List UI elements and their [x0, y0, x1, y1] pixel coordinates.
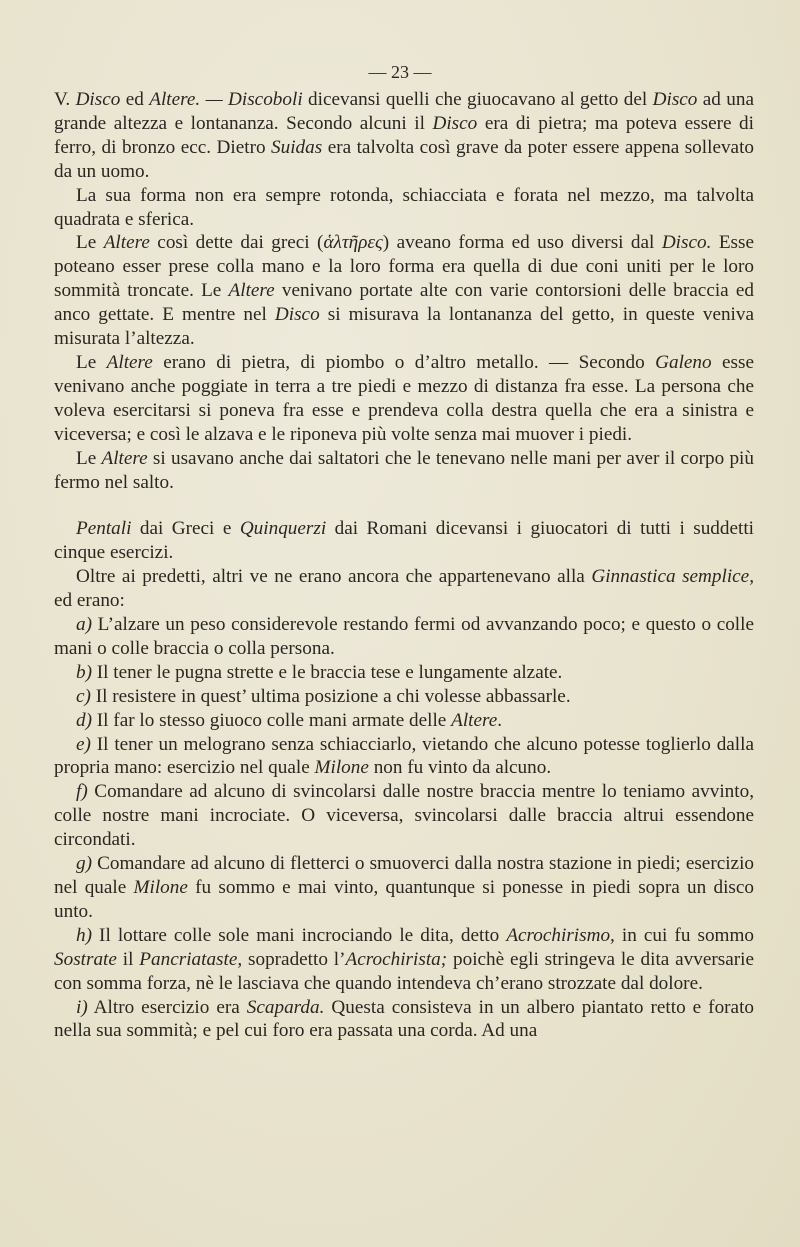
list-marker: e): [76, 733, 91, 755]
paragraph-disco: [54, 88, 754, 184]
text-run: in cui fu sommo: [614, 924, 754, 946]
list-item-c: [54, 685, 754, 709]
text-run-italic: Altere: [228, 280, 275, 302]
text-run: .: [497, 709, 503, 731]
text-run: fu sommo e mai vinto, quantunque si ponesse in piedi sopra un disco unto.: [54, 877, 754, 922]
text-run: ed: [120, 89, 150, 110]
list-item-h: [54, 924, 754, 996]
text-run-italic: Altere: [106, 351, 153, 373]
text-run: Le: [76, 232, 104, 254]
list-marker: g): [76, 853, 92, 875]
text-run-italic: Milone: [133, 877, 188, 898]
text-run-italic: Acrochirismo,: [506, 924, 615, 946]
text-run: venivano portate alte con varie contorsioni delle braccia ed anco gettate. E mentre nel: [54, 280, 754, 326]
text-run-italic: Disco.: [661, 232, 712, 254]
text-run: Comandare ad alcuno di svincolarsi dalle nostre braccia mentre lo teniamo avvinto, colle nostre mani incrociate. O viceversa, svincolarsi dalle braccia altrui essendone circondati.: [54, 781, 754, 851]
list-marker: h): [76, 924, 92, 946]
text-run: Questa consisteva in un albero piantato retto e forato nella sua sommità; e pel cui foro era passata una corda. Ad una: [54, 996, 754, 1042]
list-item-a: [54, 613, 754, 661]
paragraph-pentali: [54, 517, 754, 565]
text-run-italic: Acrochirista;: [345, 948, 448, 970]
list-marker: i): [76, 996, 88, 1018]
text-run-italic: Altere: [101, 447, 148, 469]
text-run-italic: Galeno: [655, 351, 712, 373]
paragraph-ginnastica: [54, 565, 754, 613]
text-run: Oltre ai predetti, altri ve ne erano ancora che appartenevano alla: [76, 566, 592, 588]
text-run: si usavano anche dai saltatori che le tenevano nelle mani per aver il corpo più fermo nel salto.: [54, 447, 754, 493]
text-run: esse venivano anche poggiate in terra a tre piedi e mezzo di distanza fra esse. La persona che voleva esercitarsi si poneva fra esse e prendeva colla destra quella che era a sinistra e viceversa; e così le alzava e le riponeva più volte senza mai muover i piedi.: [54, 351, 754, 445]
list-item-i: [54, 996, 754, 1044]
page-number-container: [0, 62, 800, 90]
text-run-italic: Ginnastica semplice,: [591, 566, 754, 588]
text-run-italic: Scaparda.: [246, 996, 325, 1018]
text-run-italic: Pentali: [76, 518, 132, 540]
text-run-italic: Sostrate: [54, 948, 117, 970]
text-run-italic: Altere: [103, 232, 150, 254]
text-run-italic: Quinquerzi: [239, 518, 327, 540]
text-run-italic: Disco: [652, 89, 698, 110]
text-run: il: [116, 948, 140, 970]
list-item-e: [54, 733, 754, 781]
list-item-b: [54, 661, 754, 685]
text-run: erano di pietra, di piombo o d’altro metallo. — Secondo: [152, 351, 656, 373]
text-run: ad una grande altezza e lontananza. Secondo alcuni il: [54, 89, 754, 134]
text-run: Esse poteano esser prese colla mano e la loro forma era quella di due coni uniti per le loro sommità troncate. Le: [54, 232, 755, 302]
text-run: Le: [76, 447, 102, 469]
text-run: ) aveano forma ed uso diversi dal: [382, 232, 662, 254]
text-run-italic: Disco: [75, 89, 121, 110]
text-run: ed erano:: [54, 590, 125, 612]
text-run: era talvolta così grave da poter essere appena sollevato da un uomo.: [54, 136, 754, 182]
text-run-italic: Disco: [274, 304, 320, 326]
text-run: V.: [54, 89, 76, 110]
paragraph-forma: La sua forma non era sempre rotonda, schiacciata e forata nel mezzo, ma talvolta quadrata e sferica.: [54, 184, 754, 230]
text-run: era di pietra; ma poteva essere di ferro, di bronzo ecc. Dietro: [54, 112, 754, 158]
list-marker: a): [76, 614, 92, 636]
list-item-f: [54, 780, 754, 852]
text-run: Comandare ad alcuno di fletterci o smuoverci dalla nostra stazione in piedi; esercizio nel quale: [54, 853, 754, 898]
text-run: si misurava la lontananza del getto, in queste veniva misurata l’altezza.: [54, 304, 754, 350]
text-run: Il far lo stesso giuoco colle mani armate delle: [91, 709, 452, 731]
text-run: sopradetto l’: [242, 948, 346, 970]
greek-word: ἁλτῆρες: [323, 232, 383, 254]
list-marker: b): [76, 661, 92, 683]
list-marker: c): [76, 685, 91, 707]
paragraph-materiale: [54, 351, 754, 447]
text-run-italic: Suidas: [271, 136, 323, 158]
list-item-g: [54, 852, 754, 924]
text-run-italic: Milone: [314, 757, 369, 779]
page-body: [54, 88, 754, 1043]
text-run: Il lottare colle sole mani incrociando le dita, detto: [91, 924, 507, 946]
text-run: Il resistere in quest’ ultima posizione a chi volesse abbassarle.: [90, 685, 571, 707]
text-run: Il tener un melograno senza schiacciarlo, vietando che alcuno potesse toglierlo dalla propria mano: esercizio nel quale: [54, 733, 754, 779]
text-run: così dette dai greci (: [149, 232, 324, 254]
text-run: poichè egli stringeva le dita avversarie con somma forza, nè le lasciava che quando intendeva ch’erano strozzate dal dolore.: [54, 948, 754, 994]
text-run: dai Greci e: [131, 518, 240, 540]
text-run: Altro esercizio era: [87, 996, 247, 1018]
paragraph-altere: [54, 231, 754, 351]
text-run: Le: [76, 351, 107, 373]
text-run-italic: Pancriataste,: [139, 948, 243, 970]
text-run: dai Romani dicevansi i giuocatori di tutti i suddetti cinque esercizi.: [54, 518, 754, 564]
text-run: dicevansi quelli che giuocavano al getto del: [302, 89, 653, 110]
text-run-italic: Disco: [432, 112, 478, 134]
paragraph-saltatori: [54, 447, 754, 495]
text-run: L’alzare un peso considerevole restando fermi od avvanzando poco; e questo o colle mani o colle braccia o colla persona.: [54, 614, 754, 659]
text-run: Il tener le pugna strette e le braccia tese e lungamente alzate.: [91, 661, 563, 683]
page-number: — 23 —: [368, 62, 432, 82]
text-run-italic: Altere. — Discoboli: [149, 89, 303, 110]
list-marker: d): [76, 709, 92, 731]
list-marker: f): [76, 781, 88, 803]
text-run-italic: Altere: [451, 709, 498, 731]
text-run: non fu vinto da alcuno.: [368, 757, 552, 779]
list-item-d: [54, 709, 754, 733]
